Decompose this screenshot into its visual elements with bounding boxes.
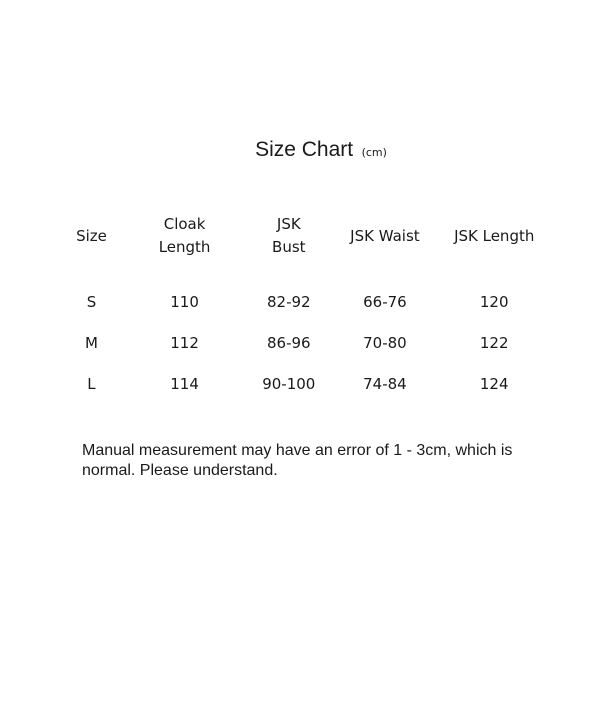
table-row	[50, 322, 560, 363]
cell-size: M	[85, 333, 98, 352]
cell-jsk-length: 120	[479, 292, 509, 311]
cell-jsk-waist: 70-80	[363, 333, 407, 352]
cell-jsk-waist: 66-76	[363, 292, 407, 311]
cell-cloak-length: 110	[170, 292, 199, 311]
title-unit: (cm)	[361, 146, 387, 159]
header-jsk-bust: JSK Bust	[272, 215, 306, 256]
cell-jsk-bust: 90-100	[262, 374, 316, 393]
title-text: Size Chart	[255, 138, 354, 161]
cell-jsk-length: 122	[479, 333, 509, 352]
cell-size: S	[86, 292, 97, 311]
header-jsk-length: JSK Length	[454, 226, 535, 245]
table-row	[50, 363, 560, 404]
measurement-note	[82, 441, 552, 481]
header-size: Size	[76, 226, 107, 245]
header-jsk-waist: JSK Waist	[350, 226, 420, 245]
cell-jsk-bust: 86-96	[266, 333, 311, 352]
cell-jsk-bust: 82-92	[266, 292, 311, 311]
header-cloak-length: Cloak Length	[158, 215, 211, 256]
note-line-1: Manual measurement may have an error of 1 - 3cm, which is	[82, 442, 513, 459]
size-chart-table	[50, 207, 560, 404]
cell-size: L	[87, 374, 96, 393]
table-row	[50, 265, 560, 322]
note-line-2: normal. Please understand.	[82, 462, 278, 479]
cell-jsk-waist: 74-84	[363, 374, 407, 393]
cell-cloak-length: 112	[170, 333, 199, 352]
cell-cloak-length: 114	[170, 374, 199, 393]
cell-jsk-length: 124	[479, 374, 509, 393]
page-title	[0, 138, 605, 162]
table-header-row	[50, 207, 560, 265]
